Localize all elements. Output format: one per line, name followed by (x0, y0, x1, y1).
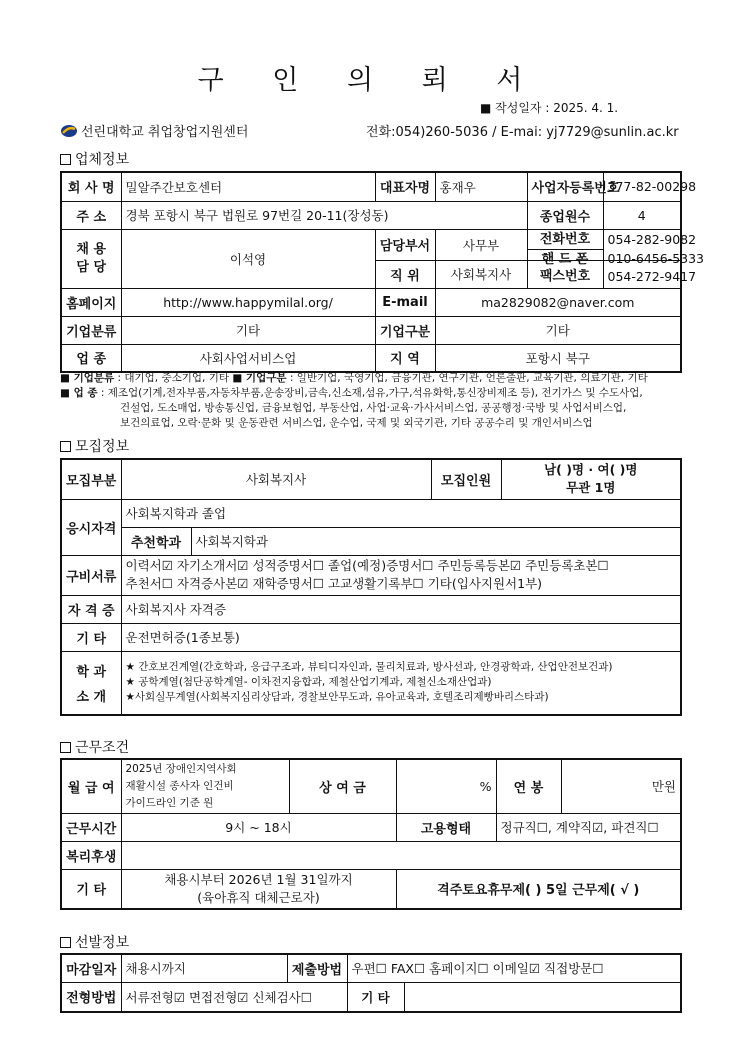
welfare (121, 841, 681, 869)
label-salary: 월 급 여 (61, 759, 121, 813)
section-box-icon (60, 742, 71, 753)
label-mobile: 핸 드 폰 (541, 251, 589, 267)
manager-name: 이석영 (121, 229, 375, 288)
salary (121, 759, 289, 813)
section-box-icon (60, 937, 71, 948)
label-submit-method: 제출방법 (287, 954, 347, 982)
biz-number: 377-82-00298 (603, 172, 681, 201)
label-phone: 전화번호 (528, 230, 603, 250)
label-field: 모집부분 (61, 459, 121, 499)
contact-line: 전화:054)260-5036 / E-mai: yj7729@sunlin.ac.kr (366, 125, 679, 140)
legend-industry-text3: 보건의료업, 오락·문화 및 운동관련 서비스업, 운수업, 국제 및 외국기관, 기타 공공수리 및 개인서비스업 (120, 417, 593, 429)
label-region: 지 역 (375, 344, 435, 372)
label-biz-number: 사업자등록번호 (527, 172, 603, 201)
department: 사무부 (435, 229, 527, 260)
phone-number: 054-282-9082 (607, 232, 697, 247)
recruit-etc: 운전면허증(1종보통) (121, 623, 681, 651)
section-selection-label: 선발정보 (75, 935, 130, 951)
bonus-percent: % (396, 759, 496, 813)
recruit-count-gender: 남( )명 · 여( )명 (544, 462, 638, 478)
submit-method: 우편☐ FAX☐ 홈페이지☐ 이메일☑ 직접방문☐ (347, 954, 681, 982)
label-homepage: 홈페이지 (61, 288, 121, 316)
documents (121, 555, 681, 595)
label-recommended-major: 추천학과 (121, 527, 191, 555)
label-phone-group (527, 229, 603, 267)
selection-etc-cell (347, 982, 681, 1012)
salary-line1: 2025년 장애인지역사회 (125, 762, 237, 775)
company-name: 밀알주간보호센터 (121, 172, 375, 201)
label-welfare: 복리후생 (61, 841, 121, 869)
date-line: ■ 작성일자 : 2025. 4. 1. (480, 101, 619, 115)
work-hours: 9시 ~ 18시 (121, 813, 396, 841)
label-hours: 근무시간 (61, 813, 121, 841)
selection-etc (405, 983, 681, 1011)
label-company-name: 회 사 명 (61, 172, 121, 201)
staff-count: 4 (603, 201, 681, 229)
documents-line2: 추천서☐ 자격증사본☑ 재학증명서☐ 고교생활기록부☐ 기타(입사지원서1부) (125, 576, 543, 591)
label-license: 자 격 증 (61, 595, 121, 623)
label-department-intro (61, 651, 121, 715)
label-manager-line1: 채 용 (76, 241, 107, 257)
legend-class-label: ■ 기업분류 (60, 372, 115, 384)
work-etc-line1: 채용시부터 2026년 1월 31일까지 (164, 871, 353, 887)
phone-group (603, 229, 705, 266)
label-count: 모집인원 (431, 459, 501, 499)
org-header (60, 121, 248, 140)
section-box-icon (60, 441, 71, 452)
recruit-field: 사회복지사 (121, 459, 431, 499)
company-class: 기타 (121, 316, 375, 344)
work-table (60, 758, 682, 910)
label-qualification: 응시자격 (61, 499, 121, 555)
company-type: 기타 (435, 316, 681, 344)
email-address[interactable]: ma2829082@naver.com (435, 288, 681, 316)
university-logo-icon (60, 124, 78, 138)
selection-table (60, 953, 682, 1013)
legend-industry-text1: : 제조업(기계,전자부품,자동차부품,운송장비,금속,신소재,섬유,가구,석유화학,통신장비제조 등), 전기가스 및 수도사업, (100, 387, 643, 399)
label-address: 주 소 (61, 201, 121, 229)
label-deadline: 마감일자 (61, 954, 121, 982)
department-intro-line1: ★ 간호보건계열(간호학과, 응급구조과, 뷰티디자인과, 물리치료과, 방사선과, 안경광학과, 산업안전보건과) (125, 661, 613, 674)
legend-type-label: ■ 기업구분 (232, 372, 287, 384)
legend-industry-label: ■ 업 종 (60, 387, 98, 399)
section-company (60, 149, 129, 169)
label-documents: 구비서류 (61, 555, 121, 595)
legend-type-text: : 일반기업, 국영기업, 금융기관, 연구기관, 언론출판, 교육기관, 의료기관, 기타 (289, 372, 648, 384)
label-fax: 팩스번호 (527, 260, 603, 288)
deadline: 채용시까지 (121, 954, 287, 982)
label-selection-etc: 기 타 (348, 983, 405, 1011)
position: 사회복지사 (435, 260, 527, 288)
label-selection-method: 전형방법 (61, 982, 121, 1012)
section-box-icon (60, 154, 71, 165)
recruit-count-any: 무관 1명 (566, 480, 616, 496)
department-intro-line2: ★ 공학계열(첨단공학계열- 이차전지융합과, 제철산업기계과, 제철신소재산업과) (125, 676, 492, 689)
document-title: 구 인 의 뢰 서 (197, 65, 543, 96)
department-intro-line3: ★사회실무계열(사회복지심리상담과, 경찰보안무도과, 유아교육과, 호텔조리제빵바리스타과) (125, 691, 549, 704)
label-manager (61, 229, 121, 288)
section-work (60, 737, 129, 757)
label-ceo: 대표자명 (375, 172, 435, 201)
work-etc-line2: (육아휴직 대체근로자) (197, 889, 320, 905)
label-department: 담당부서 (375, 229, 435, 260)
section-selection (60, 932, 129, 952)
label-position: 직 위 (375, 260, 435, 288)
label-department-intro-line1: 학 과 (76, 664, 107, 680)
recruit-count (501, 459, 681, 499)
label-email: E-mail (375, 288, 435, 316)
fax-number: 054-272-9417 (603, 260, 681, 288)
label-bonus: 상 여 금 (289, 759, 396, 813)
section-company-label: 업체정보 (75, 152, 130, 168)
salary-line2: 재활시설 종사자 인건비 (125, 779, 234, 792)
label-department-intro-line2: 소 개 (76, 689, 107, 705)
region: 포항시 북구 (435, 344, 681, 372)
label-recruit-etc: 기 타 (61, 623, 121, 651)
label-industry: 업 종 (61, 344, 121, 372)
qualification: 사회복지학과 졸업 (121, 499, 681, 527)
org-name: 선린대학교 취업창업지원센터 (81, 125, 249, 140)
label-work-etc: 기 타 (61, 869, 121, 909)
ceo-name: 홍재우 (435, 172, 527, 201)
label-company-type: 기업구분 (375, 316, 435, 344)
recommended-major: 사회복지학과 (191, 527, 681, 555)
label-manager-line2: 담 당 (76, 259, 107, 275)
industry: 사회사업서비스업 (121, 344, 375, 372)
label-company-class: 기업분류 (61, 316, 121, 344)
legend-industry-text2: 건설업, 도소매업, 방송통신업, 금융보험업, 부동산업, 사업·교육·가사서비스업, 공공행정·국방 및 사업서비스업, (120, 402, 627, 414)
department-intro (121, 651, 681, 715)
company-address: 경북 포항시 북구 법원로 97번길 20-11(장성동) (121, 201, 527, 229)
documents-line1: 이력서☑ 자기소개서☑ 성적증명서☐ 졸업(예정)증명서☐ 주민등록등본☑ 주민등록초본☐ (125, 558, 609, 573)
employment-type: 정규직☐, 계약직☑, 파견직☐ (496, 813, 681, 841)
work-etc (121, 869, 396, 909)
company-table (60, 171, 705, 373)
selection-method-cell (121, 982, 347, 1012)
legend-class-text: : 대기업, 중소기업, 기타 (117, 372, 230, 384)
selection-method: 서류전형☑ 면접전형☑ 신체검사☐ (125, 989, 312, 1005)
work-week-type: 격주토요휴무제( ) 5일 근무제( √ ) (396, 869, 681, 909)
license: 사회복지사 자격증 (121, 595, 681, 623)
label-employment-type: 고용형태 (396, 813, 496, 841)
label-staff-count: 종업원수 (527, 201, 603, 229)
homepage-url[interactable]: http://www.happymilal.org/ (121, 288, 375, 316)
mobile-number: 010-6456-5333 (607, 251, 705, 266)
legend (60, 371, 700, 431)
salary-line3: 가이드라인 기준 원 (125, 796, 214, 809)
recruit-table (60, 458, 682, 716)
label-annual-salary: 연 봉 (496, 759, 561, 813)
section-work-label: 근무조건 (75, 740, 130, 756)
section-recruit-label: 모집정보 (75, 439, 130, 455)
annual-salary: 만원 (561, 759, 681, 813)
section-recruit (60, 436, 129, 456)
